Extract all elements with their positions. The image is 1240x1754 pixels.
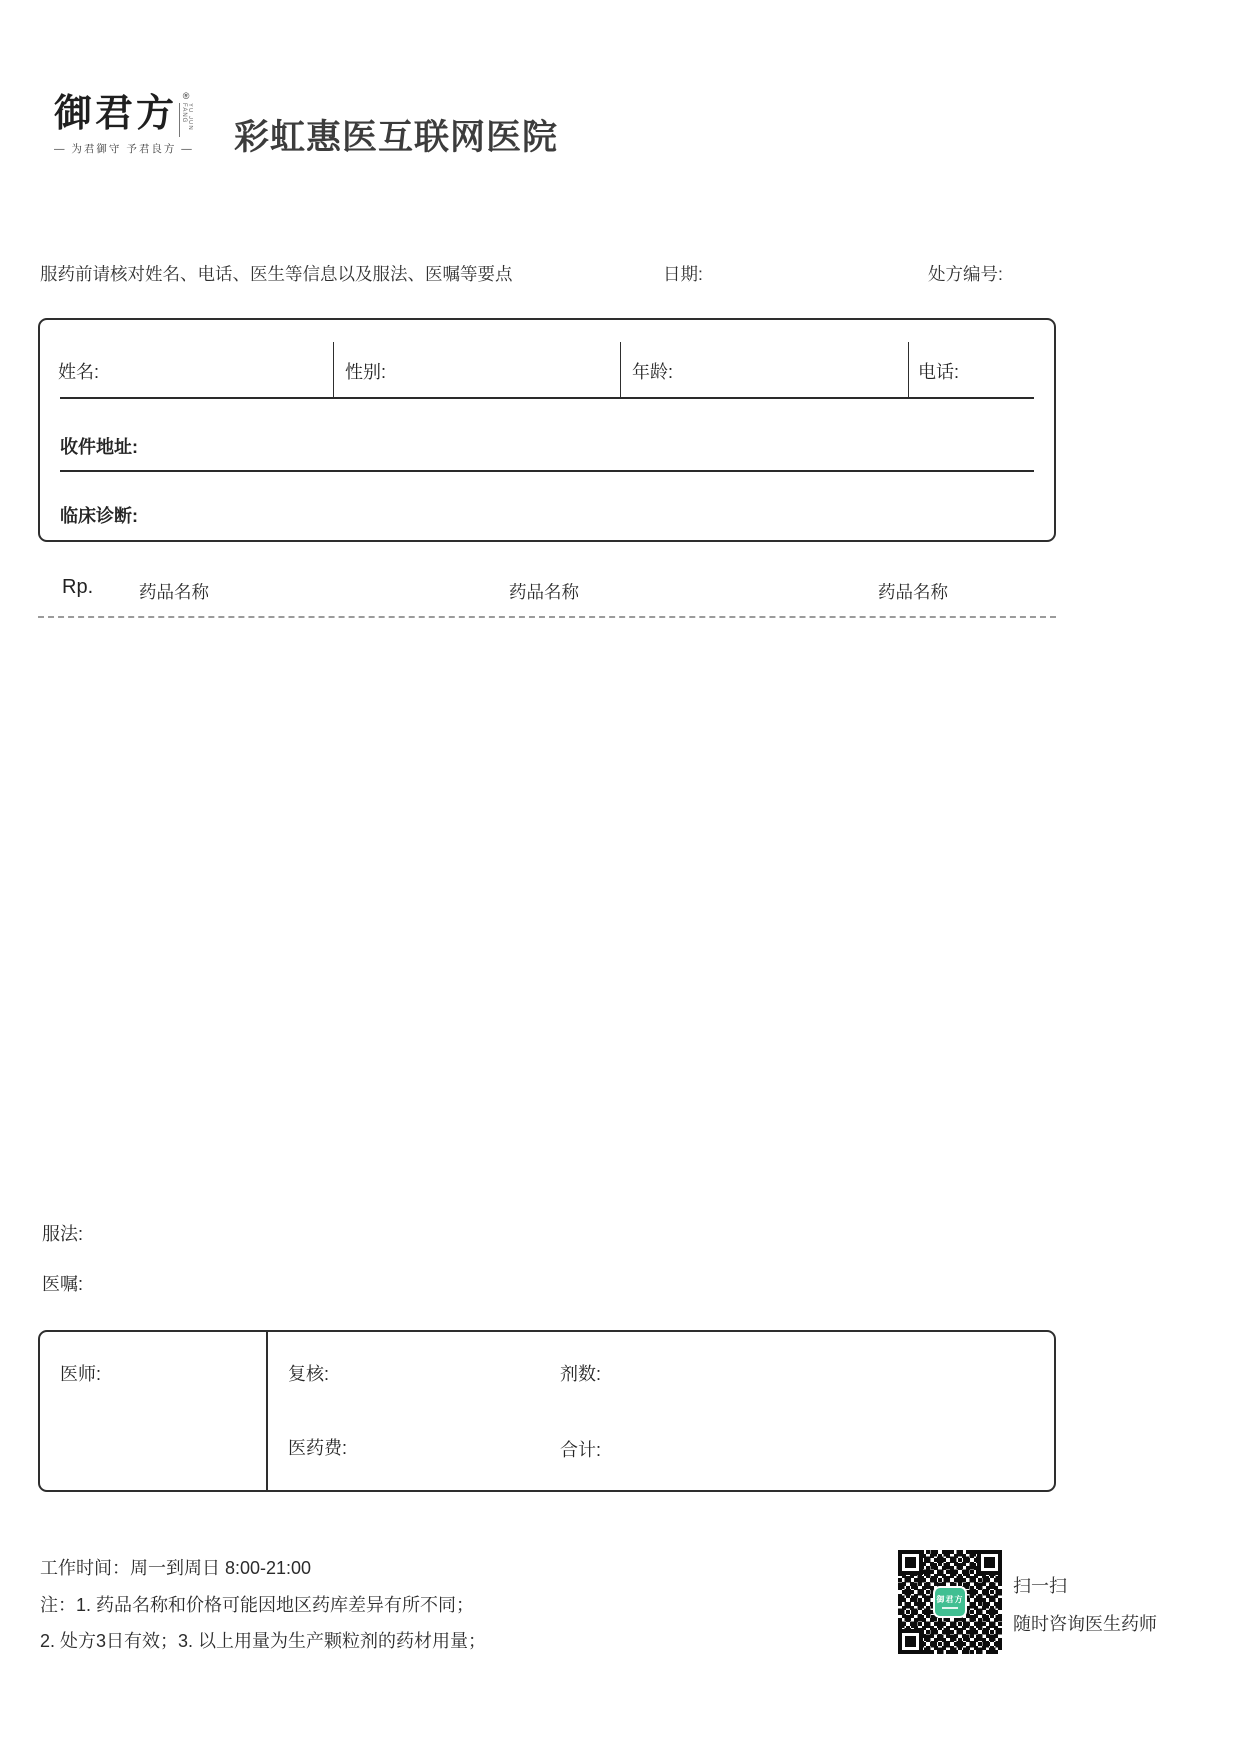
- qr-caption: 扫一扫: [1013, 1576, 1067, 1596]
- brand-logo: [54, 92, 224, 156]
- shipping-address-label: 收件地址:: [60, 437, 138, 457]
- note-line-2: 2. 处方3日有效；3. 以上用量为生产颗粒剂的药材用量；: [40, 1631, 487, 1651]
- medicine-fee-label: 医药费:: [288, 1438, 348, 1458]
- date-label: 日期:: [663, 264, 703, 284]
- doctor-advice-label: 医嘱:: [42, 1274, 84, 1294]
- patient-age-label: 年龄:: [632, 362, 674, 382]
- review-label: 复核:: [288, 1364, 330, 1384]
- doctor-label: 医师:: [60, 1364, 102, 1384]
- qr-center-logo-underline: [942, 1607, 958, 1609]
- registered-trademark-icon: ®: [182, 91, 190, 101]
- cell-divider: [333, 342, 334, 397]
- qr-code: [898, 1550, 1002, 1654]
- rp-label: Rp.: [62, 576, 94, 598]
- drug-column-header: 药品名称: [509, 582, 579, 602]
- patient-phone-label: 电话:: [918, 362, 960, 382]
- work-time-note: 工作时间：周一到周日 8:00-21:00: [40, 1558, 312, 1578]
- brand-logo-text: 御君方: [54, 90, 178, 135]
- brand-logo-vertical-text: YU JUN FANG: [179, 103, 193, 137]
- row-divider: [60, 397, 1034, 399]
- hospital-title: 彩虹惠医互联网医院: [234, 118, 559, 158]
- qr-center-logo: [933, 1586, 967, 1618]
- patient-name-label: 姓名:: [58, 362, 100, 382]
- cell-divider: [908, 342, 909, 397]
- qr-finder-icon: [898, 1629, 923, 1654]
- clinical-diagnosis-label: 临床诊断:: [60, 506, 138, 526]
- cell-divider: [266, 1332, 268, 1490]
- cell-divider: [620, 342, 621, 397]
- drug-column-header: 药品名称: [139, 582, 209, 602]
- rx-number-label: 处方编号:: [928, 264, 1003, 284]
- note-line-1: 注：1. 药品名称和价格可能因地区药库差异有所不同；: [40, 1595, 475, 1615]
- signoff-box: [38, 1330, 1056, 1492]
- qr-finder-icon: [898, 1550, 923, 1575]
- total-label: 合计:: [560, 1440, 602, 1460]
- patient-gender-label: 性别:: [345, 362, 387, 382]
- qr-finder-icon: [977, 1550, 1002, 1575]
- usage-label: 服法:: [42, 1224, 84, 1244]
- patient-info-box: [38, 318, 1056, 542]
- precheck-note: 服药前请核对姓名、电话、医生等信息以及服法、医嘱等要点: [40, 264, 513, 284]
- qr-caption-secondary: 随时咨询医生药师: [1013, 1614, 1157, 1634]
- brand-tagline: — 为君御守 予君良方 —: [54, 143, 194, 155]
- dose-count-label: 剂数:: [560, 1364, 602, 1384]
- drug-column-header: 药品名称: [878, 582, 948, 602]
- row-divider: [60, 470, 1034, 472]
- qr-center-logo-text: 御君方: [936, 1594, 964, 1604]
- dashed-divider: [38, 616, 1056, 618]
